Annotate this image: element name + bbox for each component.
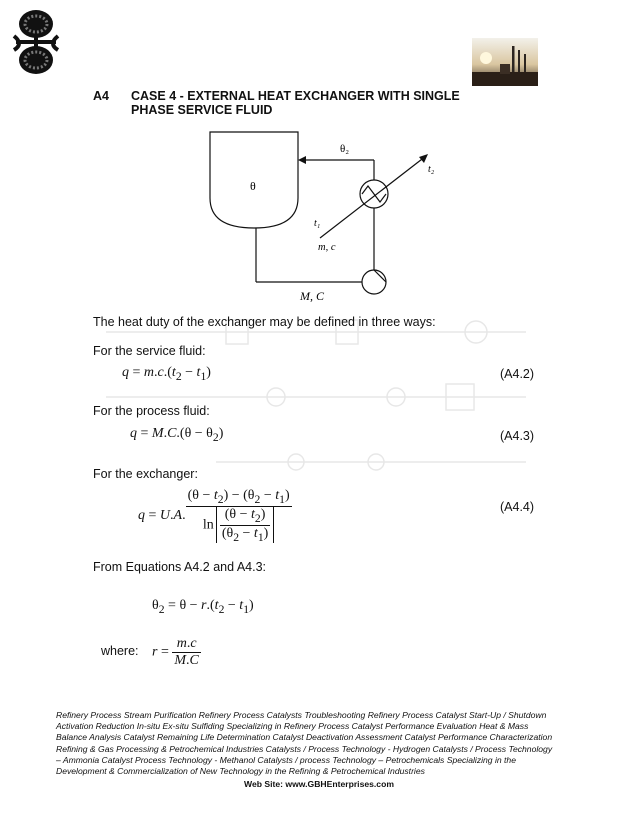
website-link[interactable]: Web Site: www.GBHEnterprises.com [244, 779, 394, 789]
service-fluid-label: For the service fluid: [93, 344, 206, 358]
circulation-pump-icon [362, 270, 386, 294]
tank-label: θ [250, 179, 256, 193]
footer-services-text: Refinery Process Stream Purification Refinery Process Catalysts Troubleshooting Refinery Process Catalyst Start-Up / Shutdown Activation Reduction In-situ Ex-situ Sulfiding Specializing in Refinery Process Catalyst Performance Evaluation Heat & Mass Balance Analysis Catalyst Remaining Life Determination Catalyst Deactivation Assessment Catalyst Performance Characterization Refining & Gas Processing & Petrochemical Industries Catalysts / Process Technology - Hydrogen Catalysts / Process Technology – Ammonia Catalyst Process Technology - Methanol Catalysts / process Technology – Petrochemicals Specializing in the Development & Commercialization of New Technology in the Refining & Petrochemical Industries [56, 710, 553, 777]
process-flow-label: M, C [300, 289, 324, 303]
exchanger-label: For the exchanger: [93, 467, 198, 481]
equation-a4-3: $q = M.C.(\theta - \theta_2)$ [130, 426, 224, 444]
where-label: where: [101, 644, 139, 658]
process-fluid-label: For the process fluid: [93, 404, 210, 418]
inlet-label: t₁ [314, 218, 321, 229]
equation-number-a4-3: (A4.3) [500, 429, 535, 443]
equation-a4-4: q = U.A. $(\theta - t_2) - (\theta_2 - t_1)$ ln $\frac{(\theta - t_2)}{(\theta_2 - t_1)}$ [138, 488, 290, 544]
equation-number-a4-2: (A4.2) [500, 367, 535, 381]
intro-text: The heat duty of the exchanger may be defined in three ways: [93, 315, 436, 329]
equation-ratio: r = $\frac{m.c}{M.C}$ [152, 636, 199, 668]
equation-theta2: $\theta_2 = \theta - r.(t_2 - t_1)$ [152, 598, 254, 616]
from-equations-text: From Equations A4.2 and A4.3: [93, 560, 267, 574]
service-fluid-line [320, 156, 426, 238]
company-logo-icon [12, 6, 60, 78]
equation-number-a4-4: (A4.4) [500, 500, 535, 514]
refinery-photo [472, 38, 538, 86]
return-arrow [298, 156, 306, 164]
equation-a4-2: $q = m.c.(t_2 - t_1)$ [122, 365, 211, 383]
section-title: CASE 4 - EXTERNAL HEAT EXCHANGER WITH SINGLE PHASE SERVICE FLUID [131, 89, 460, 117]
service-outlet-arrow [419, 154, 428, 163]
service-flow-label: m, c [318, 242, 336, 253]
outlet-label: t₂ [428, 164, 435, 175]
section-number: A4 [93, 89, 109, 103]
heat-exchanger-diagram [200, 128, 460, 306]
return-label: θ₂ [340, 143, 350, 155]
